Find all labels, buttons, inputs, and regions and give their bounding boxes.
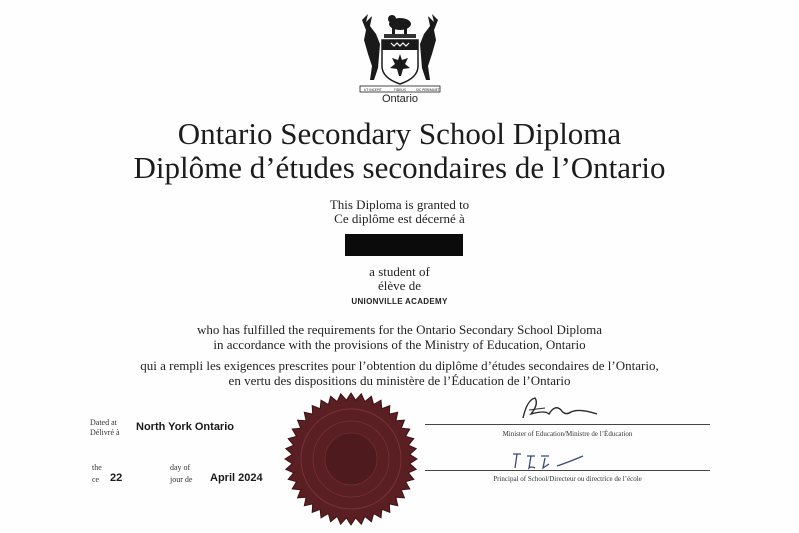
minister-signature-line	[425, 424, 710, 425]
requirements-french-1: qui a rempli les exigences prescrites pour l’obtention du diplôme d’études secondaires de l’Ontario,	[140, 358, 659, 373]
dated-day: 22	[110, 472, 123, 484]
student-of-english: a student of	[369, 264, 430, 279]
jour-de-label: jour de	[170, 475, 193, 484]
arms-caption: Ontario	[381, 93, 419, 105]
requirements-french-2: en vertu des dispositions du ministère de l’Éducation de l’Ontario	[228, 373, 571, 388]
minister-signature	[505, 392, 615, 426]
principal-signature-line	[425, 470, 710, 471]
official-seal-icon	[284, 392, 418, 526]
school-name: UNIONVILLE ACADEMY	[351, 297, 448, 306]
dated-place: North York Ontario	[136, 421, 234, 433]
diploma-title-english: Ontario Secondary School Diploma	[177, 116, 622, 151]
delivre-a-label: Délivré à	[90, 428, 120, 437]
granted-french: Ce diplôme est décerné à	[334, 211, 465, 226]
coat-of-arms-icon	[354, 10, 446, 94]
motto-left: UT INCEPIT	[364, 88, 382, 92]
granted-english: This Diploma is granted to	[329, 197, 470, 212]
day-of-label: day of	[170, 463, 191, 472]
diploma-title-french: Diplôme d’études secondaires de l’Ontario	[133, 150, 666, 185]
dated-at-label: Dated at	[90, 418, 117, 427]
minister-caption: Minister of Education/Ministre de l’Éducation	[502, 430, 633, 438]
the-label: the	[92, 463, 102, 472]
principal-caption: Principal of School/Directeur ou directrice de l’école	[493, 475, 642, 483]
requirements-english-1: who has fulfilled the requirements for the Ontario Secondary School Diploma	[196, 322, 603, 337]
requirements-english-2: in accordance with the provisions of the Ministry of Education, Ontario	[213, 337, 586, 352]
motto-center: FIDELIS	[394, 88, 406, 92]
motto-right: SIC PERMANET	[416, 88, 440, 92]
dated-month-year: April 2024	[210, 472, 263, 484]
ce-label: ce	[92, 475, 100, 484]
redacted-student-name	[345, 234, 463, 256]
student-of-french: élève de	[378, 278, 421, 293]
ontario-coat-of-arms	[354, 10, 446, 108]
